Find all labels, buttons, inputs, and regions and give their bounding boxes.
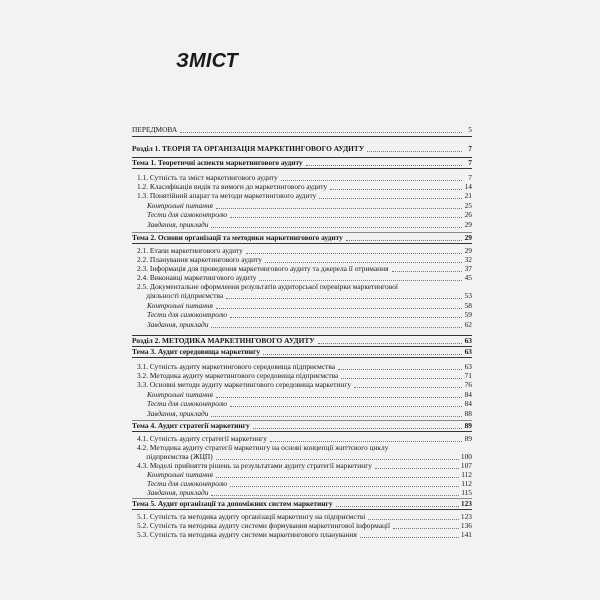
toc-entry: 2.2. Планування маркетингового аудиту 32: [137, 255, 472, 264]
toc-entry: 1.3. Понятійний апарат та методи маркетингового аудиту 21: [137, 191, 472, 200]
divider: [132, 243, 472, 244]
toc-entry: Завдання, приклади 88: [147, 409, 472, 418]
toc-entry: Контрольні питання 58: [147, 301, 472, 310]
toc-entry: Завдання, приклади 115: [147, 488, 472, 497]
toc-entry: Контрольні питання 112: [147, 470, 472, 479]
toc-entry: 2.3. Інформація для проведення маркетингового аудиту та джерела її отримання 37: [137, 264, 472, 273]
toc-entry: 4.3. Моделі прийняття рішень за результатами аудиту стратегії маркетингу 107: [137, 461, 472, 470]
toc-entry: Тема 4. Аудит стратегії маркетингу 89: [132, 421, 472, 430]
toc-entry: 5.2. Сутність та методика аудиту системи формування маркетингової інформації 136: [137, 521, 472, 530]
divider: [132, 168, 472, 169]
toc-entry: 5.1. Сутність та методика аудиту організації маркетингу на підприємстві 123: [137, 512, 472, 521]
toc-entry: 3.3. Основні методи аудиту маркетингового середовища маркетингу 76: [137, 380, 472, 389]
divider: [132, 136, 472, 137]
toc-entry: Тема 2. Основи організації та методики маркетингового аудиту 29: [132, 233, 472, 242]
toc-entry: Тема 3. Аудит середовища маркетингу 63: [132, 347, 472, 356]
toc-entry: 2.4. Виконавці маркетингового аудиту 45: [137, 273, 472, 282]
toc-entry: Тема 1. Теоретичні аспекти маркетингового аудиту 7: [132, 158, 472, 167]
toc-entry: діяльності підприємства 53: [137, 291, 472, 300]
toc-entry: Розділ 2. МЕТОДИКА МАРКЕТИНГОВОГО АУДИТУ 63: [132, 336, 472, 345]
toc-entry: Тема 5. Аудит організації та допоміжних систем маркетингу 123: [132, 499, 472, 508]
toc-entry: 1.2. Класифікація видів та вимоги до маркетингового аудиту 14: [137, 182, 472, 191]
toc-entry: Завдання, приклади 29: [147, 220, 472, 229]
divider: [132, 357, 472, 358]
toc-entry: Тести для самоконтролю 26: [147, 210, 472, 219]
toc-entry: Розділ 1. ТЕОРІЯ ТА ОРГАНІЗАЦІЯ МАРКЕТИНГОВОГО АУДИТУ 7: [132, 144, 472, 153]
toc-entry: Тести для самоконтролю 112: [147, 479, 472, 488]
toc-entry: 2.1. Етапи маркетингового аудиту 29: [137, 246, 472, 255]
toc-entry: 4.2. Методика аудиту стратегії маркетингу на основі концепції життєвого циклу: [137, 443, 389, 452]
toc-entry: Тести для самоконтролю 59: [147, 310, 472, 319]
toc-entry: Контрольні питання 25: [147, 201, 472, 210]
toc-entry: 4.1. Сутність аудиту стратегії маркетингу 89: [137, 434, 472, 443]
divider: [132, 431, 472, 432]
toc-entry: 3.2. Методика аудиту маркетингового середовища підприємства 71: [137, 371, 472, 380]
toc-entry: Тести для самоконтролю 84: [147, 399, 472, 408]
page-title: ЗМІСТ: [176, 50, 238, 72]
toc-entry: підприємства (ЖЦП) 100: [137, 452, 472, 461]
toc-entry: ПЕРЕДМОВА 5: [132, 125, 472, 134]
toc-entry: 1.1. Сутність та зміст маркетингового аудиту 7: [137, 173, 472, 182]
toc-entry: 2.5. Документальне оформлення результатів аудиторської перевірки маркетингової: [137, 282, 398, 291]
toc-entry: 3.1. Сутність аудиту маркетингового середовища підприємства 63: [137, 362, 472, 371]
divider: [132, 509, 472, 510]
toc-entry: Контрольні питання 84: [147, 390, 472, 399]
toc-entry: 5.3. Сутність та методика аудиту системи маркетингового планування 141: [137, 530, 472, 539]
toc-entry: Завдання, приклади 62: [147, 320, 472, 329]
